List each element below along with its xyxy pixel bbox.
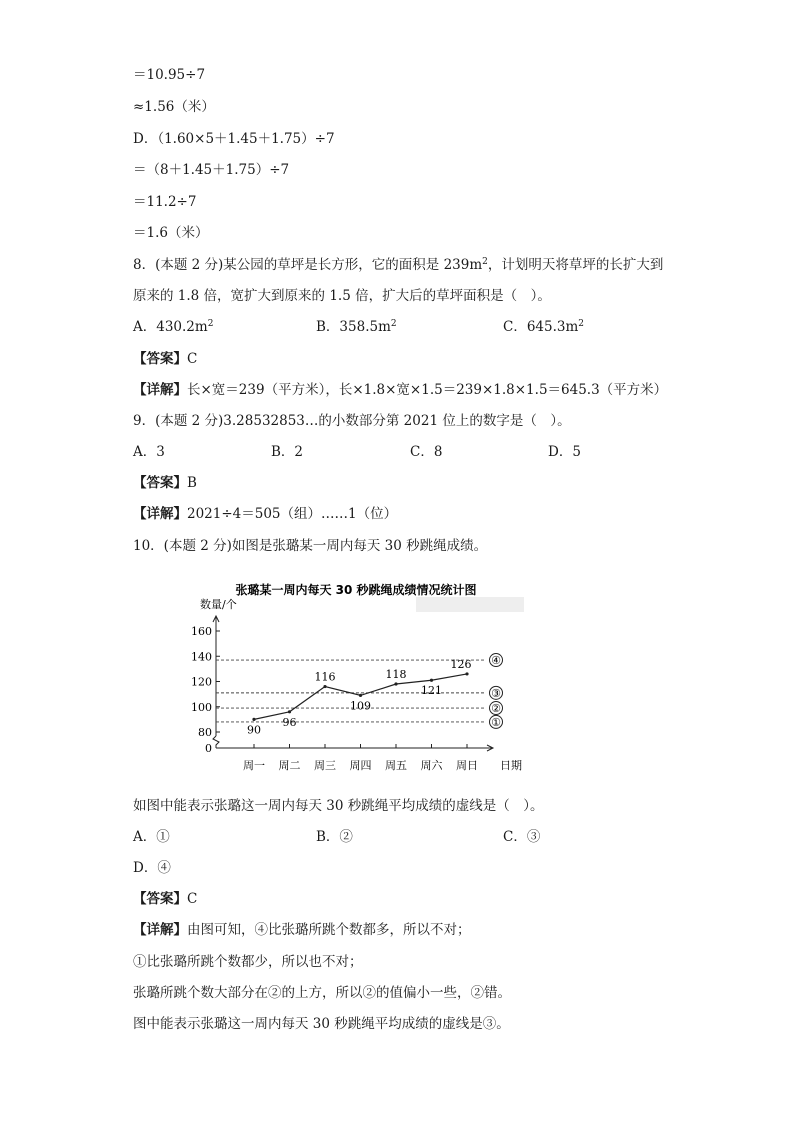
x-tick-label: 周三 [314,759,336,772]
data-point [252,718,255,721]
x-tick-label: 周日 [456,759,478,772]
q10-question: 如图中能表示张璐这一周内每天 30 秒跳绳平均成绩的虚线是（ ）。 [133,798,544,814]
reference-label: ① [491,715,501,729]
y-tick-label: 0 [205,742,212,755]
q10-detail-line1: 【详解】由图可知，④比张璐所跳个数都多，所以不对； [133,922,471,938]
data-label: 118 [385,668,407,682]
q9-option-d: D．5 [548,444,581,460]
y-tick-label: 160 [191,625,212,638]
q8-option-b: B．$358.5m^2$ [316,319,397,335]
data-point [394,682,397,685]
y-axis-break [213,736,219,748]
q9-detail: 【详解】2021÷4＝505（组）……1（位） [133,506,398,522]
text-line: ＝（8＋1.45＋1.75）÷7 [133,162,290,178]
text-line: D．（1.60×5＋1.45＋1.75）÷7 [133,131,335,147]
data-label: 126 [450,657,472,671]
q10-answer: 【答案】C [133,891,198,907]
data-point [430,679,433,682]
q10-detail-line4: 图中能表示张璐这一周内每天 30 秒跳绳平均成绩的虚线是③。 [133,1016,510,1032]
q10-option-a: A．① [133,829,170,845]
data-label: 96 [282,715,297,729]
y-tick-label: 140 [191,650,212,664]
q10-stem: 10．(本题 2 分)如图是张璐某一周内每天 30 秒跳绳成绩。 [133,538,488,554]
q9-option-b: B．2 [271,444,304,460]
reference-label: ④ [491,654,501,668]
q8-detail: 【详解】长×宽＝239（平方米），长×1.8×宽×1.5＝239×1.8×1.5＝645.3（平方米） [133,382,668,398]
q8-option-a: A．$430.2m^2$ [133,319,214,335]
q8-stem-line2: 原来的 1.8 倍，宽扩大到原来的 1.5 倍，扩大后的草坪面积是（ ）。 [133,288,551,304]
data-point [323,685,326,688]
line-chart [188,576,538,778]
data-label: 121 [421,684,442,698]
q10-option-b: B．② [316,829,353,845]
q8-stem-line1: 8．(本题 2 分)某公园的草坪是长方形，它的面积是 $239m^2$，计划明天将草坪的长扩大到 [133,257,664,273]
q10-option-d: D．④ [133,860,171,876]
q10-option-c: C．③ [503,829,541,845]
q9-option-a: A．3 [133,444,165,460]
chart-title: 张璐某一周内每天 30 秒跳绳成绩情况统计图 [235,583,477,597]
y-axis-label: 数量/个 [200,598,237,611]
blur-smudge [416,597,524,612]
q9-answer: 【答案】B [133,475,197,491]
q8-option-c: C．$645.3m^2$ [503,319,585,335]
data-series [247,658,472,736]
y-tick-label: 120 [191,675,212,689]
text-line: ＝11.2÷7 [133,194,197,210]
q8-answer: 【答案】C [133,351,198,367]
q9-option-c: C．8 [410,444,443,460]
x-axis-label: 日期 [500,759,522,772]
reference-label: ② [491,702,501,716]
text-line: ≈1.56（米） [133,99,215,115]
y-tick-label: 80 [198,726,212,739]
text-line: ＝10.95÷7 [133,67,206,83]
x-tick-label: 周一 [243,759,265,772]
data-label: 109 [350,699,371,713]
y-tick-label: 100 [191,700,212,714]
x-tick-label: 周六 [420,759,443,772]
data-label: 116 [314,670,336,684]
data-point [359,694,362,697]
x-tick-label: 周二 [278,759,301,772]
text-line: ＝1.6（米） [133,225,209,241]
q9-stem: 9．(本题 2 分)3.28532853…的小数部分第 2021 位上的数字是（ ）。 [133,413,571,429]
q10-detail-line3: 张璐所跳个数大部分在②的上方，所以②的值偏小一些，②错。 [133,985,511,1001]
reference-label: ③ [491,686,501,700]
data-label: 90 [247,723,261,737]
data-point [465,672,468,675]
x-tick-label: 周五 [385,759,407,772]
data-point [288,710,291,713]
x-tick-label: 周四 [349,759,372,772]
q10-detail-line2: ①比张璐所跳个数都少，所以也不对； [133,954,363,970]
